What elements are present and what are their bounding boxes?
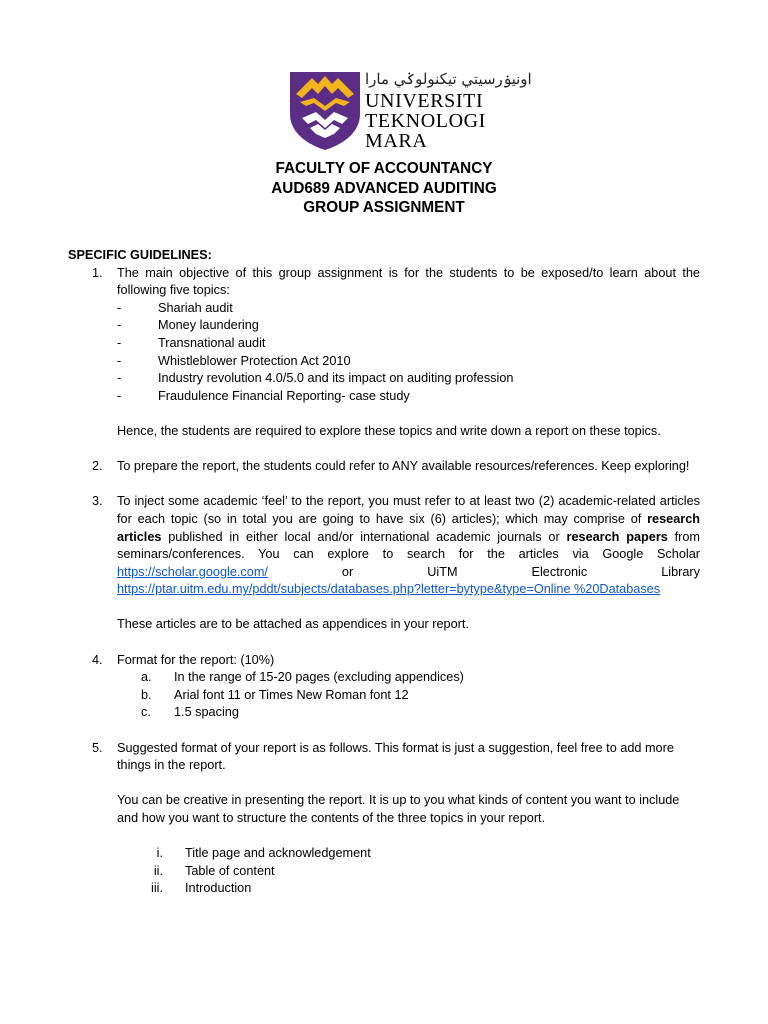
text-segment: from seminars/conferences. You can explore to search for the articles via Google Scholar [117,529,700,562]
section-text: Title page and acknowledgement [185,846,371,861]
format-item [117,704,700,722]
course-title: AUD689 ADVANCED AUDITING [271,179,497,197]
creative-text: You can be creative in presenting the report. It is up to you what kinds of content you want to include and how you want to structure the contents of the three topics in your report. [117,793,680,825]
format-item-label: a. [141,670,152,685]
roman-numeral: ii. [153,863,163,878]
format-item [117,687,700,705]
uitm-logo [288,70,532,152]
text-segment: or UiTM Electronic Library [267,564,700,579]
topic-item [117,317,700,335]
dash-bullet: - [117,318,122,333]
report-section-item [117,863,700,881]
topic-item [117,388,700,406]
guideline-item-4 [68,652,700,722]
uitm-library-link[interactable]: https://ptar.uitm.edu.my/pddt/subjects/databases.php?letter=bytype&type=Online %20Databases [117,582,661,597]
section-text: Introduction [185,881,252,896]
guideline-item-3 [68,493,700,634]
item-text: Format for the report: (10%) [117,652,275,667]
format-item-label: c. [141,705,151,720]
text-segment: published in either local and/or international academic journals or [161,529,567,544]
document-title-block [0,159,768,218]
report-section-item [117,880,700,898]
report-section-item [117,845,700,863]
topic-text: Fraudulence Financial Reporting- case study [158,388,410,403]
faculty-title: FACULTY OF ACCOUNTANCY [275,160,493,177]
topic-text: Money laundering [158,318,259,333]
format-item-text: In the range of 15-20 pages (excluding appendices) [174,670,464,685]
topic-text: Whistleblower Protection Act 2010 [158,353,351,368]
logo-line-teknologi: TEKNOLOGI [365,110,486,132]
topic-item [117,353,700,371]
dash-bullet: - [117,371,122,386]
topic-list [117,300,700,406]
format-list [117,669,700,722]
item-number: 2. [92,459,103,474]
roman-numeral: iii. [151,881,163,896]
item-number: 1. [92,265,103,280]
format-item-text: Arial font 11 or Times New Roman font 12 [174,687,409,702]
logo-arabic-text: اونيۏرسيتي تيکنولوݢي مارا [365,70,532,88]
dash-bullet: - [117,300,122,315]
item-text: Suggested format of your report is as follows. This format is just a suggestion, feel free to add more things in the report. [117,740,674,773]
guidelines-content [68,247,700,898]
item-number: 3. [92,494,103,509]
bold-research-papers: research papers [566,529,668,544]
uitm-crest-icon [288,70,362,152]
hence-text: Hence, the students are required to explore these topics and write down a report on these topics. [117,423,661,438]
item-text: To prepare the report, the students could refer to ANY available resources/references. Keep exploring! [117,459,690,474]
google-scholar-link[interactable]: https://scholar.google.com/ [117,564,268,579]
bold-research-articles: research articles [117,511,700,544]
logo-line-universiti: UNIVERSITI [365,90,484,112]
topic-text: Transnational audit [158,335,266,350]
guideline-item-2 [68,458,700,476]
item-number: 4. [92,652,103,667]
dash-bullet: - [117,388,122,403]
dash-bullet: - [117,335,122,350]
assignment-title: GROUP ASSIGNMENT [303,199,465,217]
format-item-label: b. [141,687,152,702]
guideline-item-5 [68,740,700,898]
guideline-item-1 [68,265,700,441]
roman-numeral: i. [156,846,163,861]
format-item [117,669,700,687]
section-heading: SPECIFIC GUIDELINES: [68,248,212,262]
logo-line-mara: MARA [365,130,428,152]
topic-item [117,335,700,353]
topic-text: Industry revolution 4.0/5.0 and its impact on auditing profession [158,371,514,386]
topic-item [117,370,700,388]
topic-item [117,300,700,318]
section-text: Table of content [185,863,275,878]
text-segment: To inject some academic ‘feel’ to the report, you must refer to at least two (2) academic-related articles for each topic (so in total you are going to have six (6) articles); which may comprise of [117,494,700,526]
dash-bullet: - [117,353,122,368]
format-item-text: 1.5 spacing [174,705,239,720]
item-text [117,493,700,599]
item-text: The main objective of this group assignment is for the students to be exposed/to learn about the following five topics: [117,265,700,298]
report-section-list [117,845,700,898]
topic-text: Shariah audit [158,300,233,315]
item-number: 5. [92,740,103,755]
appendix-note: These articles are to be attached as appendices in your report. [117,617,469,632]
